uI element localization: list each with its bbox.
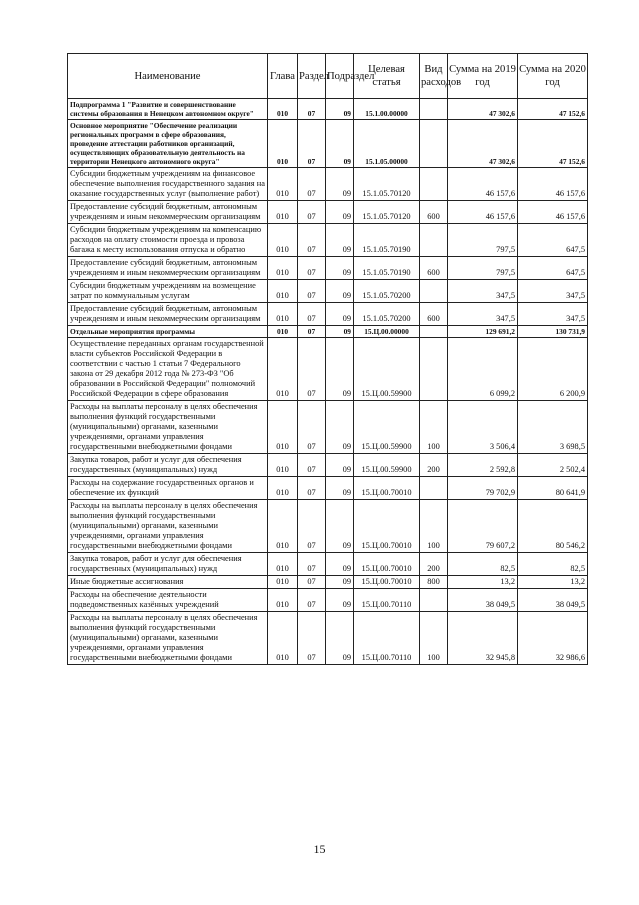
row-razdel-cell: 07	[298, 338, 326, 401]
page-number: 15	[313, 842, 326, 856]
header-razdel: Раздел	[298, 54, 326, 99]
row-glava-cell: 010	[268, 401, 298, 454]
row-razdel-cell: 07	[298, 257, 326, 280]
row-name-cell: Расходы на выплаты персоналу в целях обеспечения выполнения функций государственными (муниципальными) органами, казенными учреждениями, органами управления государственными внебюджетными фондами	[68, 401, 268, 454]
row-glava-cell: 010	[268, 303, 298, 326]
row-sum-2019-cell: 38 049,5	[448, 589, 518, 612]
row-name-cell: Осуществление переданных органам государственной власти субъектов Российской Федерации в соответствии с частью 1 статьи 7 Федерального закона от 29 декабря 2012 года № 273-ФЗ "Об образовании в Российской Федерации" полномочий Российской Федерации в сфере образования	[68, 338, 268, 401]
row-article-cell: 15.Ц.00.70110	[354, 612, 420, 665]
row-podrazdel-cell: 09	[326, 589, 354, 612]
row-glava-cell: 010	[268, 589, 298, 612]
row-name-cell: Расходы на выплаты персоналу в целях обеспечения выполнения функций государственными (муниципальными) органами, казенными учреждениями, органами управления государственными внебюджетными фондами	[68, 612, 268, 665]
row-vid-cell: 100	[420, 500, 448, 553]
row-glava-cell: 010	[268, 338, 298, 401]
row-sum-2019-cell: 46 157,6	[448, 168, 518, 201]
row-vid-cell: 200	[420, 553, 448, 576]
table-row	[68, 589, 588, 612]
row-podrazdel-cell: 09	[326, 201, 354, 224]
row-sum-2020-cell: 46 157,6	[518, 168, 588, 201]
row-podrazdel-cell: 09	[326, 401, 354, 454]
row-name-cell: Субсидии бюджетным учреждениям на возмещение затрат по коммунальным услугам	[68, 280, 268, 303]
table-row	[68, 401, 588, 454]
row-sum-2020-cell: 32 986,6	[518, 612, 588, 665]
row-sum-2019-cell: 46 157,6	[448, 201, 518, 224]
header-sum-2019: Сумма на 2019 год	[448, 54, 518, 99]
row-sum-2019-cell: 797,5	[448, 224, 518, 257]
row-name-cell: Подпрограмма 1 "Развитие и совершенствование системы образования в Ненецком автономном округе"	[68, 99, 268, 120]
row-sum-2019-cell: 347,5	[448, 303, 518, 326]
row-glava-cell: 010	[268, 477, 298, 500]
row-article-cell: 15.1.05.00000	[354, 120, 420, 168]
table-header-row	[68, 54, 588, 99]
row-name-cell: Субсидии бюджетным учреждениям на финансовое обеспечение выполнения государственного задания на оказание государственных услуг (выполнение работ)	[68, 168, 268, 201]
row-article-cell: 15.Ц.00.59900	[354, 454, 420, 477]
row-sum-2020-cell: 2 502,4	[518, 454, 588, 477]
table-row	[68, 257, 588, 280]
row-sum-2020-cell: 82,5	[518, 553, 588, 576]
row-article-cell: 15.Ц.00.70010	[354, 553, 420, 576]
row-podrazdel-cell: 09	[326, 280, 354, 303]
table-row	[68, 224, 588, 257]
row-vid-cell: 800	[420, 576, 448, 589]
row-glava-cell: 010	[268, 99, 298, 120]
row-razdel-cell: 07	[298, 612, 326, 665]
row-podrazdel-cell: 09	[326, 477, 354, 500]
row-vid-cell: 100	[420, 401, 448, 454]
row-podrazdel-cell: 09	[326, 454, 354, 477]
row-razdel-cell: 07	[298, 500, 326, 553]
row-podrazdel-cell: 09	[326, 500, 354, 553]
header-name: Наименование	[68, 54, 268, 99]
row-razdel-cell: 07	[298, 168, 326, 201]
row-sum-2020-cell: 38 049,5	[518, 589, 588, 612]
row-sum-2019-cell: 82,5	[448, 553, 518, 576]
row-vid-cell	[420, 326, 448, 338]
row-name-cell: Основное мероприятие "Обеспечение реализации региональных программ в сфере образования, проведение аттестации работников организаций, осуществляющих образовательную деятельность на территории Ненецкого автономного округа"	[68, 120, 268, 168]
row-sum-2019-cell: 347,5	[448, 280, 518, 303]
row-sum-2019-cell: 47 302,6	[448, 120, 518, 168]
row-glava-cell: 010	[268, 201, 298, 224]
row-vid-cell	[420, 589, 448, 612]
row-podrazdel-cell: 09	[326, 303, 354, 326]
header-glava: Глава	[268, 54, 298, 99]
row-glava-cell: 010	[268, 612, 298, 665]
table-row	[68, 99, 588, 120]
row-sum-2020-cell: 13,2	[518, 576, 588, 589]
row-glava-cell: 010	[268, 576, 298, 589]
row-razdel-cell: 07	[298, 224, 326, 257]
table-row	[68, 454, 588, 477]
row-podrazdel-cell: 09	[326, 553, 354, 576]
row-article-cell: 15.Ц.00.70010	[354, 500, 420, 553]
row-sum-2020-cell: 80 641,9	[518, 477, 588, 500]
row-article-cell: 15.Ц.00.59900	[354, 338, 420, 401]
row-sum-2020-cell: 347,5	[518, 303, 588, 326]
row-article-cell: 15.1.05.70200	[354, 303, 420, 326]
row-sum-2020-cell: 347,5	[518, 280, 588, 303]
header-sum-2020: Сумма на 2020 год	[518, 54, 588, 99]
row-sum-2019-cell: 47 302,6	[448, 99, 518, 120]
row-razdel-cell: 07	[298, 589, 326, 612]
row-name-cell: Закупка товаров, работ и услуг для обеспечения государственных (муниципальных) нужд	[68, 454, 268, 477]
row-sum-2019-cell: 3 506,4	[448, 401, 518, 454]
row-sum-2020-cell: 6 200,9	[518, 338, 588, 401]
row-podrazdel-cell: 09	[326, 120, 354, 168]
row-sum-2019-cell: 2 592,8	[448, 454, 518, 477]
row-glava-cell: 010	[268, 257, 298, 280]
row-vid-cell: 600	[420, 201, 448, 224]
row-sum-2020-cell: 3 698,5	[518, 401, 588, 454]
row-sum-2020-cell: 80 546,2	[518, 500, 588, 553]
row-glava-cell: 010	[268, 224, 298, 257]
table-row	[68, 280, 588, 303]
row-sum-2020-cell: 647,5	[518, 257, 588, 280]
header-article: Целевая статья	[354, 54, 420, 99]
row-name-cell: Субсидии бюджетным учреждениям на компенсацию расходов на оплату стоимости проезда и провоза багажа к месту использования отпуска и обратно	[68, 224, 268, 257]
row-glava-cell: 010	[268, 326, 298, 338]
row-vid-cell	[420, 224, 448, 257]
budget-table	[67, 53, 588, 665]
header-vid: Вид расходов	[420, 54, 448, 99]
row-vid-cell	[420, 477, 448, 500]
row-vid-cell	[420, 338, 448, 401]
row-podrazdel-cell: 09	[326, 612, 354, 665]
row-name-cell: Предоставление субсидий бюджетным, автономным учреждениям и иным некоммерческим организациям	[68, 303, 268, 326]
row-podrazdel-cell: 09	[326, 257, 354, 280]
row-podrazdel-cell: 09	[326, 99, 354, 120]
row-podrazdel-cell: 09	[326, 326, 354, 338]
row-name-cell: Предоставление субсидий бюджетным, автономным учреждениям и иным некоммерческим организациям	[68, 257, 268, 280]
row-glava-cell: 010	[268, 120, 298, 168]
row-name-cell: Иные бюджетные ассигнования	[68, 576, 268, 589]
row-sum-2019-cell: 79 607,2	[448, 500, 518, 553]
row-vid-cell: 200	[420, 454, 448, 477]
row-article-cell: 15.1.05.70190	[354, 257, 420, 280]
row-article-cell: 15.Ц.00.70010	[354, 576, 420, 589]
row-glava-cell: 010	[268, 280, 298, 303]
header-podrazdel: Подраздел	[326, 54, 354, 99]
row-podrazdel-cell: 09	[326, 168, 354, 201]
row-sum-2019-cell: 79 702,9	[448, 477, 518, 500]
row-sum-2019-cell: 13,2	[448, 576, 518, 589]
row-sum-2019-cell: 6 099,2	[448, 338, 518, 401]
table-row	[68, 553, 588, 576]
row-sum-2019-cell: 32 945,8	[448, 612, 518, 665]
row-vid-cell	[420, 280, 448, 303]
row-vid-cell: 600	[420, 303, 448, 326]
row-article-cell: 15.Ц.00.00000	[354, 326, 420, 338]
row-razdel-cell: 07	[298, 326, 326, 338]
row-razdel-cell: 07	[298, 576, 326, 589]
row-article-cell: 15.1.05.70120	[354, 201, 420, 224]
row-razdel-cell: 07	[298, 477, 326, 500]
row-name-cell: Расходы на выплаты персоналу в целях обеспечения выполнения функций государственными (муниципальными) органами, казенными учреждениями, органами управления государственными внебюджетными фондами	[68, 500, 268, 553]
table-row	[68, 120, 588, 168]
row-razdel-cell: 07	[298, 401, 326, 454]
row-article-cell: 15.1.00.00000	[354, 99, 420, 120]
row-razdel-cell: 07	[298, 303, 326, 326]
row-podrazdel-cell: 09	[326, 576, 354, 589]
row-razdel-cell: 07	[298, 99, 326, 120]
row-razdel-cell: 07	[298, 280, 326, 303]
table-row	[68, 168, 588, 201]
row-glava-cell: 010	[268, 454, 298, 477]
row-article-cell: 15.Ц.00.70110	[354, 589, 420, 612]
row-glava-cell: 010	[268, 500, 298, 553]
row-name-cell: Расходы на обеспечение деятельности подведомственных казённых учреждений	[68, 589, 268, 612]
table-row	[68, 201, 588, 224]
row-name-cell: Закупка товаров, работ и услуг для обеспечения государственных (муниципальных) нужд	[68, 553, 268, 576]
row-sum-2020-cell: 47 152,6	[518, 120, 588, 168]
table-row	[68, 612, 588, 665]
row-razdel-cell: 07	[298, 120, 326, 168]
row-podrazdel-cell: 09	[326, 338, 354, 401]
row-glava-cell: 010	[268, 553, 298, 576]
row-sum-2020-cell: 47 152,6	[518, 99, 588, 120]
row-sum-2020-cell: 130 731,9	[518, 326, 588, 338]
row-sum-2020-cell: 647,5	[518, 224, 588, 257]
row-vid-cell	[420, 120, 448, 168]
row-glava-cell: 010	[268, 168, 298, 201]
row-sum-2019-cell: 129 691,2	[448, 326, 518, 338]
row-name-cell: Предоставление субсидий бюджетным, автономным учреждениям и иным некоммерческим организациям	[68, 201, 268, 224]
row-sum-2019-cell: 797,5	[448, 257, 518, 280]
row-article-cell: 15.1.05.70200	[354, 280, 420, 303]
table-row	[68, 338, 588, 401]
table-row	[68, 576, 588, 589]
row-article-cell: 15.1.05.70190	[354, 224, 420, 257]
row-razdel-cell: 07	[298, 553, 326, 576]
row-vid-cell	[420, 168, 448, 201]
row-podrazdel-cell: 09	[326, 224, 354, 257]
table-body	[68, 99, 588, 665]
row-article-cell: 15.1.05.70120	[354, 168, 420, 201]
row-name-cell: Расходы на содержание государственных органов и обеспечение их функций	[68, 477, 268, 500]
row-vid-cell: 600	[420, 257, 448, 280]
row-vid-cell	[420, 99, 448, 120]
row-razdel-cell: 07	[298, 454, 326, 477]
row-razdel-cell: 07	[298, 201, 326, 224]
table-row	[68, 326, 588, 338]
row-sum-2020-cell: 46 157,6	[518, 201, 588, 224]
row-article-cell: 15.Ц.00.59900	[354, 401, 420, 454]
table-row	[68, 303, 588, 326]
row-name-cell: Отдельные мероприятия программы	[68, 326, 268, 338]
table-row	[68, 500, 588, 553]
row-article-cell: 15.Ц.00.70010	[354, 477, 420, 500]
table-row	[68, 477, 588, 500]
row-vid-cell: 100	[420, 612, 448, 665]
